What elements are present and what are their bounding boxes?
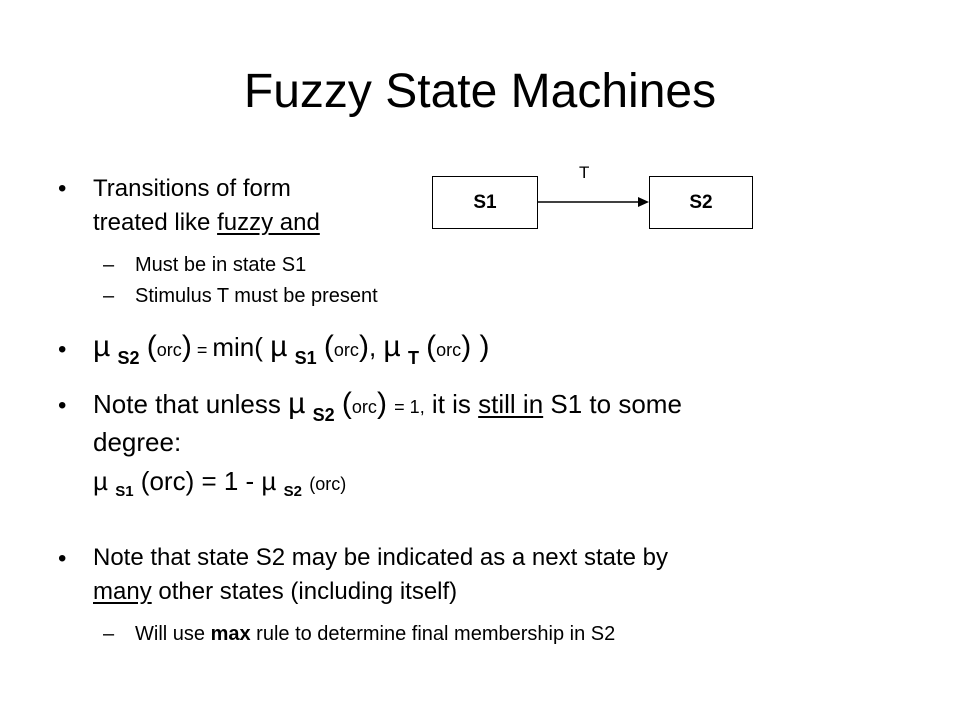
- dash-marker: –: [103, 623, 115, 645]
- subscript-t: T: [407, 348, 419, 368]
- paren-open: (: [146, 330, 157, 363]
- comma: ,: [368, 332, 377, 362]
- sub-bullet-3: [135, 623, 615, 646]
- sub-bullet-1: Must be in state S1: [135, 254, 307, 276]
- orc-text: orc: [436, 340, 462, 360]
- bullet-marker: •: [58, 175, 67, 202]
- subscript-s1: S1: [115, 483, 134, 500]
- equals-one: = 1,: [394, 397, 425, 417]
- many-underlined: many: [93, 578, 152, 605]
- slide-title: Fuzzy State Machines: [243, 65, 717, 118]
- formula-text: (orc) = 1 - µ: [133, 466, 277, 496]
- paren-close: ): [461, 330, 472, 363]
- orc-text: orc: [351, 397, 377, 417]
- min-function: min(: [212, 332, 263, 362]
- bullet-1-line-1: Transitions of form: [93, 175, 291, 202]
- fuzzy-and-underlined: fuzzy and: [217, 209, 320, 236]
- mu-symbol: µ: [383, 330, 401, 363]
- max-bold: max: [210, 623, 251, 645]
- subscript-s2: S2: [117, 348, 140, 368]
- bullet-3-text: Note that unless: [93, 389, 289, 419]
- sub-bullet-2: Stimulus T must be present: [135, 285, 378, 307]
- state-s2-box: S2: [649, 176, 753, 229]
- paren-close: ): [376, 387, 387, 420]
- bullet-3-line-2: degree:: [93, 427, 182, 457]
- dash-marker: –: [103, 285, 115, 307]
- paren-close-outer: ): [471, 330, 490, 363]
- state-s1-box: S1: [432, 176, 538, 229]
- transition-label: T: [579, 163, 590, 182]
- orc-text: (orc): [309, 474, 347, 494]
- dash-marker: –: [103, 254, 115, 276]
- bullet-3-formula: [93, 466, 347, 500]
- bullet-marker: •: [58, 392, 67, 419]
- equals-sign: =: [191, 340, 213, 360]
- bullet-3-text: it is: [424, 389, 479, 419]
- bullet-4-line-2: [93, 578, 457, 606]
- still-in-underlined: still in: [478, 389, 544, 419]
- mu-symbol: µ: [93, 330, 111, 363]
- bullet-marker: •: [58, 336, 67, 363]
- mu-symbol: µ: [93, 466, 108, 496]
- paren-open: (: [323, 330, 334, 363]
- mu-symbol: µ: [270, 330, 288, 363]
- transition-arrow: [537, 194, 651, 210]
- orc-text: orc: [333, 340, 359, 360]
- subscript-s1: S1: [294, 348, 317, 368]
- sub-bullet-text: rule to determine final membership in S2: [250, 623, 616, 645]
- paren-close: ): [181, 330, 192, 363]
- paren-open: (: [426, 330, 437, 363]
- bullet-1-line-2: [93, 206, 320, 240]
- bullet-marker: •: [58, 545, 67, 572]
- subscript-s2: S2: [283, 483, 303, 500]
- mu-symbol: µ: [288, 387, 306, 420]
- bullet-2-formula: [93, 330, 490, 368]
- bullet-3-text: S1 to some: [543, 389, 682, 419]
- bullet-3-line-1: [93, 387, 682, 425]
- bullet-4-line-1: Note that state S2 may be indicated as a next state by: [93, 544, 669, 571]
- subscript-s2: S2: [312, 405, 335, 425]
- sub-bullet-text: Will use: [135, 623, 211, 645]
- orc-text: orc: [156, 340, 182, 360]
- bullet-4-text: other states (including itself): [151, 578, 458, 605]
- paren-open: (: [341, 387, 352, 420]
- bullet-1-text: treated like: [93, 209, 218, 236]
- paren-close: ): [358, 330, 369, 363]
